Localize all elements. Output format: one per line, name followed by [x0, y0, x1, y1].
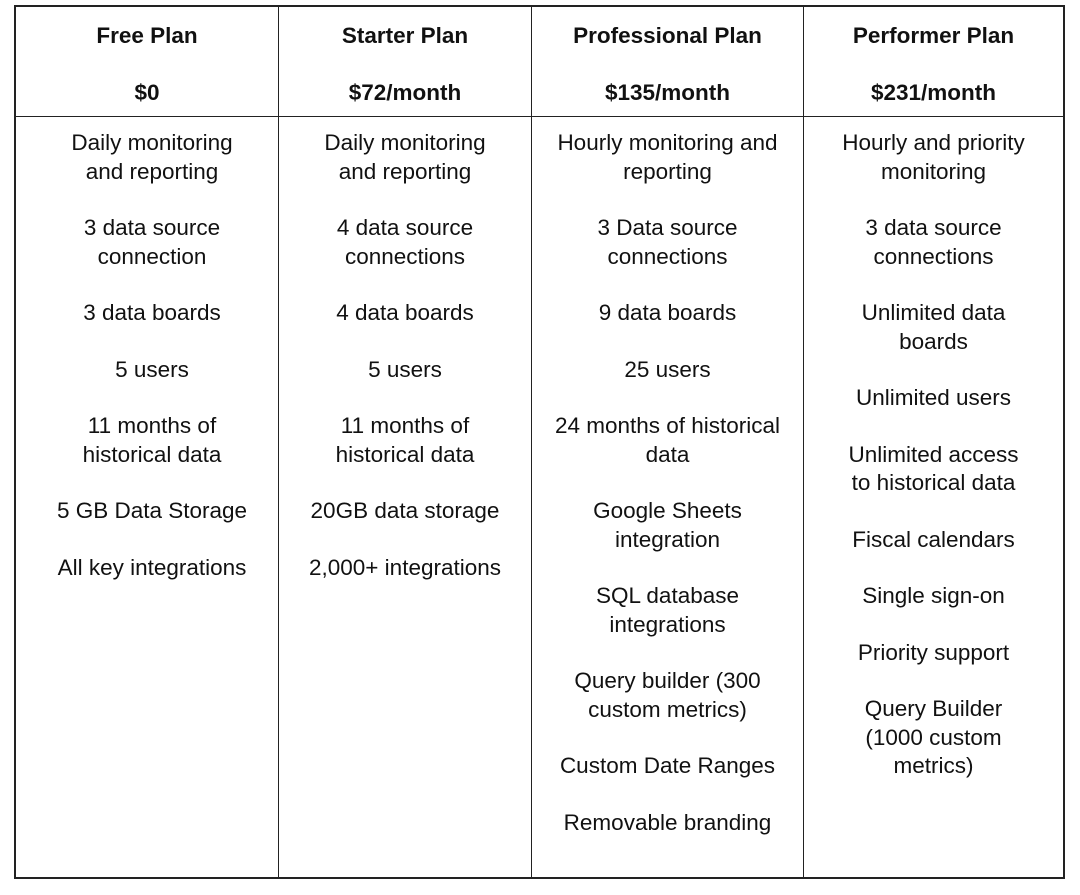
feature-item: 20GB data storage	[310, 498, 500, 523]
feature-item: Hourly monitoring and reporting	[557, 130, 778, 184]
plan-features-3	[804, 117, 1063, 877]
feature-item: 2,000+ integrations	[308, 554, 502, 580]
plan-header-1	[279, 7, 532, 117]
plan-price: $231/month	[870, 80, 997, 105]
feature-item: 3 Data source connections	[597, 215, 738, 269]
feature-item: 5 users	[115, 356, 189, 382]
plan-features-2	[532, 117, 804, 877]
feature-item: 25 users	[624, 356, 711, 382]
plan-name: Professional Plan	[573, 23, 762, 48]
feature-item: 11 months of historical data	[82, 413, 222, 467]
feature-item: 5 GB Data Storage	[56, 498, 248, 523]
feature-item: 11 months of historical data	[335, 413, 475, 467]
feature-item: Daily monitoring and reporting	[324, 130, 486, 184]
plan-header-3	[804, 7, 1063, 117]
feature-item: Query Builder (1000 custom metrics)	[864, 696, 1003, 778]
feature-item: 5 users	[368, 356, 442, 382]
feature-item: SQL database integrations	[595, 583, 740, 637]
plan-header-2	[532, 7, 804, 117]
feature-item: Single sign-on	[862, 583, 1005, 608]
plan-price: $72/month	[348, 80, 462, 105]
feature-item: Fiscal calendars	[852, 526, 1015, 552]
feature-item: Custom Date Ranges	[559, 753, 776, 778]
pricing-table	[14, 5, 1065, 879]
feature-item: Unlimited users	[855, 385, 1012, 410]
feature-item: Daily monitoring and reporting	[71, 130, 233, 184]
plan-name: Free Plan	[96, 23, 198, 48]
feature-item: Google Sheets integration	[593, 498, 742, 552]
feature-item: Query builder (300 custom metrics)	[574, 668, 761, 722]
feature-item: 24 months of historical data	[554, 413, 781, 467]
feature-item: 3 data source connection	[83, 215, 221, 269]
feature-item: 4 data boards	[336, 300, 474, 325]
plan-header-0	[16, 7, 279, 117]
plan-features-1	[279, 117, 532, 877]
plan-name: Starter Plan	[341, 23, 469, 48]
feature-item: Priority support	[857, 639, 1010, 665]
plan-features-0	[16, 117, 279, 877]
plan-name: Performer Plan	[852, 23, 1015, 48]
feature-item: 4 data source connections	[336, 215, 474, 269]
feature-item: 9 data boards	[598, 300, 737, 325]
feature-item: 3 data source connections	[865, 215, 1002, 269]
feature-item: 3 data boards	[83, 300, 221, 325]
plan-price: $135/month	[604, 80, 731, 105]
feature-item: Unlimited access to historical data	[848, 441, 1019, 495]
feature-item: Unlimited data boards	[861, 300, 1006, 354]
feature-item: Hourly and priority monitoring	[842, 130, 1025, 184]
feature-item: All key integrations	[57, 554, 247, 580]
plan-price: $0	[134, 80, 160, 105]
feature-item: Removable branding	[563, 809, 772, 835]
